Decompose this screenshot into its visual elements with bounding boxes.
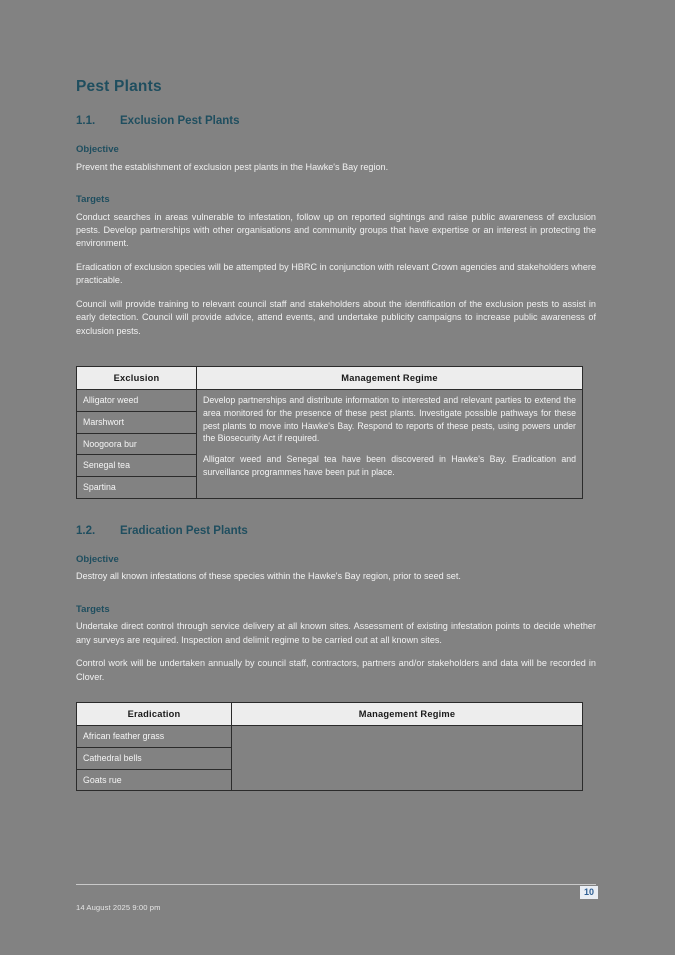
exclusion-pest-plants-table — [76, 366, 583, 499]
page-number-badge: 10 — [580, 886, 598, 899]
spacer — [76, 594, 596, 604]
section-number-1-2: 1.2. — [76, 524, 96, 537]
targets-paragraph: Undertake direct control through service delivery at all known sites. Assessment of existing infestation points to decide whether any surveys are required. Inspection and delimit regime to be carried out at all known sites. — [76, 621, 596, 645]
management-regime-cell — [232, 726, 583, 791]
species-cell: African feather grass — [77, 726, 232, 748]
section-number-1-1: 1.1. — [76, 115, 96, 128]
column-header-exclusion: Exclusion — [77, 367, 197, 390]
objective-label-1-1: Objective — [76, 144, 119, 156]
section-heading-1-2 — [76, 525, 596, 538]
species-cell: Cathedral bells — [77, 747, 232, 769]
management-regime-cell — [197, 390, 583, 499]
species-cell: Marshwort — [77, 411, 197, 433]
section-title-1-1: Exclusion Pest Plants — [120, 115, 240, 128]
targets-paragraph: Conduct searches in areas vulnerable to infestation, follow up on reported sightings and raise public awareness of exclusion pests. Develop partnerships with other organisations and community groups that have expertise or an interest in protecting the environment. — [76, 211, 596, 249]
objective-text-1-2: Destroy all known infestations of these species within the Hawke's Bay region, prior to seed set. — [76, 571, 461, 582]
table-header-row — [77, 703, 583, 726]
species-cell: Goats rue — [77, 769, 232, 791]
species-cell: Alligator weed — [77, 390, 197, 412]
page-footer — [76, 884, 596, 912]
regime-paragraph: Alligator weed and Senegal tea have been discovered in Hawke's Bay. Eradication and surveillance programmes have been put in place. — [203, 454, 576, 477]
species-cell: Noogoora bur — [77, 433, 197, 455]
targets-paragraph: Control work will be undertaken annually by council staff, contractors, partners and/or stakeholders and data will be recorded in Clover. — [76, 658, 596, 682]
spacer — [76, 348, 596, 366]
page-title: Pest Plants — [76, 78, 162, 95]
spacer — [76, 684, 596, 702]
footer-date: 14 August 2025 9:00 pm — [76, 903, 161, 912]
objective-text-1-1: Prevent the establishment of exclusion pest plants in the Hawke's Bay region. — [76, 161, 389, 172]
table-header-row — [77, 367, 583, 390]
spacer — [76, 499, 596, 525]
species-cell: Senegal tea — [77, 455, 197, 477]
targets-label-1-1: Targets — [76, 194, 110, 206]
targets-paragraph: Council will provide training to relevant council staff and stakeholders about the identification of the exclusion pests to assist in early detection. Council will provide advice, attend events, and undertake publicity campaigns to increase public awareness of exclusion pests. — [76, 298, 596, 336]
section-heading-1-1 — [76, 115, 596, 128]
objective-label-1-2: Objective — [76, 554, 119, 566]
targets-label-1-2: Targets — [76, 603, 110, 615]
species-cell: Spartina — [77, 477, 197, 499]
eradication-pest-plants-table — [76, 702, 583, 791]
table-row — [77, 390, 583, 412]
targets-paragraph: Eradication of exclusion species will be attempted by HBRC in conjunction with relevant Crown agencies and stakeholders where practicable. — [76, 261, 596, 286]
table-row — [77, 726, 583, 748]
section-title-1-2: Eradication Pest Plants — [120, 524, 248, 537]
column-header-management-regime: Management Regime — [232, 703, 583, 726]
column-header-eradication: Eradication — [77, 703, 232, 726]
spacer — [76, 184, 596, 194]
document-content — [76, 78, 596, 791]
footer-divider — [76, 884, 596, 885]
column-header-management-regime: Management Regime — [197, 367, 583, 390]
regime-paragraph: Develop partnerships and distribute information to interested and relevant parties to extend the area monitored for the presence of these pest plants. Investigate possible pathways for these pest plants to move into Hawke's Bay. Respond to reports of these pests, using powers under the Biosecurity Act if required. — [203, 395, 576, 444]
